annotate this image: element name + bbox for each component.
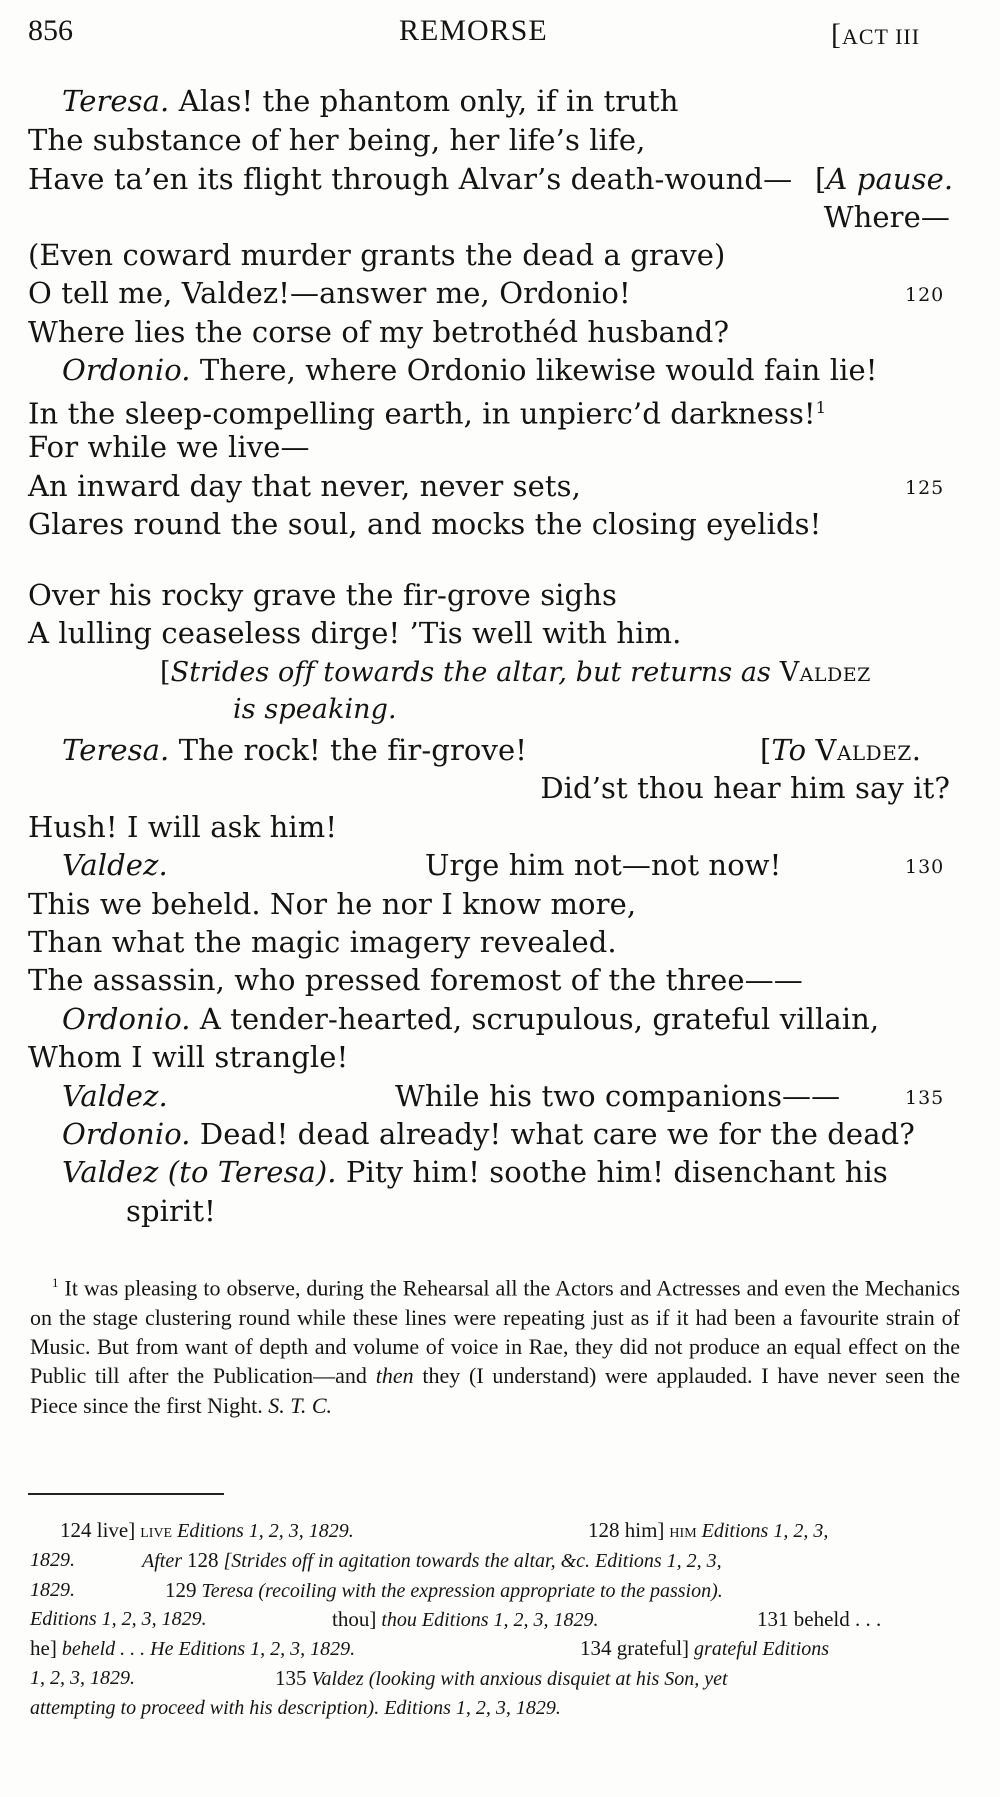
footnote	[30, 1268, 960, 1420]
apparatus-line: attempting to proceed with his description). Editions 1, 2, 3, 1829.	[30, 1696, 561, 1719]
verse-line	[28, 315, 729, 349]
character-name: Valdez	[779, 657, 871, 688]
bracket: [	[160, 657, 171, 688]
verse-text: While his two companions——	[395, 1079, 841, 1113]
verse-line	[28, 276, 631, 310]
footnote-mark: 1	[815, 398, 826, 417]
footnote-text: they (I understand) were applauded. I have never seen the Piece since the first Night.	[30, 1363, 961, 1418]
verse-text: Alas! the phantom only, if in truth	[169, 84, 679, 118]
verse-line	[824, 200, 950, 234]
speaker-name: Teresa.	[62, 733, 170, 767]
verse-text: In the sleep-compelling earth, in unpierc’d darkness!	[28, 396, 816, 431]
speaker-name: Valdez.	[62, 848, 168, 882]
act-label: ACT III	[842, 24, 921, 49]
verse-line	[28, 578, 617, 612]
verse-text: Have ta’en its flight through Alvar’s death-wound—	[28, 162, 793, 196]
stage-text: is speaking.	[233, 694, 397, 725]
stage-text: To	[771, 733, 807, 767]
verse-text: Than what the magic imagery revealed.	[28, 925, 617, 959]
speaker-name: Valdez	[62, 1155, 159, 1189]
stage-direction	[160, 656, 871, 690]
footnote-mark: 1	[52, 1275, 59, 1290]
verse-text: Pity him! soothe him! disenchant his	[336, 1155, 888, 1189]
emphasis-word: then	[375, 1363, 414, 1389]
verse-line	[126, 1194, 216, 1228]
verse-text: Did’st thou hear him say it?	[540, 771, 950, 805]
speaker-name: Ordonio.	[62, 1117, 191, 1151]
stage-direction	[815, 162, 953, 196]
verse-text: An inward day that never, never sets,	[28, 469, 581, 503]
verse-text: Over his rocky grave the fir-grove sighs	[28, 578, 617, 612]
act-bracket: [	[831, 18, 841, 51]
line-number: 135	[905, 1087, 945, 1109]
verse-text: Urge him not—not now!	[425, 848, 782, 882]
apparatus-line: 124 live] live Editions 1, 2, 3, 1829. 128 him] him Editions 1, 2, 3,	[60, 1518, 829, 1542]
line-number: 130	[905, 856, 945, 878]
verse-text: Where—	[823, 200, 950, 234]
apparatus-line: 1829. 129 Teresa (recoiling with the expression appropriate to the passion).	[30, 1577, 723, 1602]
bracket: [	[815, 162, 827, 196]
verse-line	[28, 963, 803, 997]
verse-line	[425, 848, 781, 882]
footnote-rule	[28, 1493, 224, 1495]
page-number: 856	[28, 14, 73, 47]
verse-line	[28, 123, 645, 157]
stage-direction	[233, 693, 397, 727]
verse-line	[28, 162, 792, 196]
verse-line	[28, 925, 617, 959]
verse-line	[62, 353, 877, 387]
speaker-name: Valdez.	[62, 1079, 168, 1113]
verse-text: Whom I will strangle!	[28, 1040, 349, 1074]
signature-initials: S. T. C.	[268, 1392, 333, 1418]
verse-line	[62, 848, 168, 882]
verse-line	[28, 887, 636, 921]
speaker-name: Ordonio.	[62, 353, 191, 387]
apparatus-line: 1829. After 128 [Strides off in agitation towards the altar, &c. Editions 1, 2, 3,	[30, 1548, 722, 1573]
stage-text: Strides off towards the altar, but returns as	[170, 657, 771, 688]
running-title: REMORSE	[399, 14, 548, 47]
verse-line	[28, 1040, 348, 1074]
verse-line	[28, 238, 725, 272]
verse-text: Hush! I will ask him!	[28, 810, 338, 844]
stage-text: (to Teresa).	[158, 1155, 337, 1189]
verse-text: The substance of her being, her life’s life,	[28, 123, 646, 157]
apparatus-line: Editions 1, 2, 3, 1829. thou] thou Editions 1, 2, 3, 1829. 131 beheld . . .	[30, 1606, 882, 1631]
verse-text: Where lies the corse of my betrothéd husband?	[28, 315, 730, 349]
verse-text: Dead! dead already! what care we for the dead?	[190, 1117, 915, 1151]
apparatus-line: he] beheld . . . He Editions 1, 2, 3, 1829. 134 grateful] grateful Editions	[30, 1636, 830, 1661]
verse-line	[28, 430, 310, 464]
verse-line	[540, 771, 950, 805]
verse-text: This we beheld. Nor he nor I know more,	[28, 887, 637, 921]
apparatus-line: 1, 2, 3, 1829. 135 Valdez (looking with anxious disquiet at his Son, yet	[30, 1666, 728, 1691]
verse-text: The rock! the fir-grove!	[169, 733, 527, 767]
verse-text: A tender-hearted, scrupulous, grateful villain,	[190, 1002, 880, 1036]
line-number: 120	[905, 284, 945, 306]
verse-text: A lulling ceaseless dirge! ’Tis well with him.	[28, 616, 682, 650]
verse-line	[62, 1079, 168, 1113]
verse-text: For while we live—	[28, 430, 310, 464]
textual-apparatus	[30, 1516, 960, 1723]
footnote-text: It was pleasing to observe, during the Rehearsal all the Actors and Actresses and even the Mechanics on the stage clustering round while these lines were repeating just as if it had been a favourite strain of Music. But from want of depth and volume of voice in Rae, they did not produce an equal effect on the Public till after the Publication—and	[30, 1275, 960, 1389]
verse-text: spirit!	[126, 1194, 216, 1228]
verse-text: The assassin, who pressed foremost of the three——	[28, 963, 803, 997]
bracket: [	[760, 733, 772, 767]
speaker-name: Ordonio.	[62, 1002, 191, 1036]
verse-line	[62, 1155, 888, 1189]
verse-line	[62, 1117, 915, 1151]
verse-text: O tell me, Valdez!—answer me, Ordonio!	[28, 276, 631, 310]
character-name: Valdez.	[815, 733, 922, 767]
verse-line	[28, 469, 581, 503]
verse-line	[62, 1002, 879, 1036]
verse-text: Glares round the soul, and mocks the closing eyelids!	[28, 507, 822, 541]
verse-line	[395, 1079, 840, 1113]
verse-line	[28, 391, 826, 431]
verse-line	[28, 616, 681, 650]
stage-direction	[760, 733, 921, 767]
verse-line	[28, 810, 337, 844]
stage-text: A pause.	[826, 162, 954, 196]
verse-text: (Even coward murder grants the dead a grave)	[28, 238, 726, 272]
verse-line	[62, 733, 527, 767]
verse-line	[28, 507, 821, 541]
line-number: 125	[905, 477, 945, 499]
verse-text: There, where Ordonio likewise would fain lie!	[190, 353, 878, 387]
verse-line	[62, 84, 679, 118]
speaker-name: Teresa.	[62, 84, 170, 118]
